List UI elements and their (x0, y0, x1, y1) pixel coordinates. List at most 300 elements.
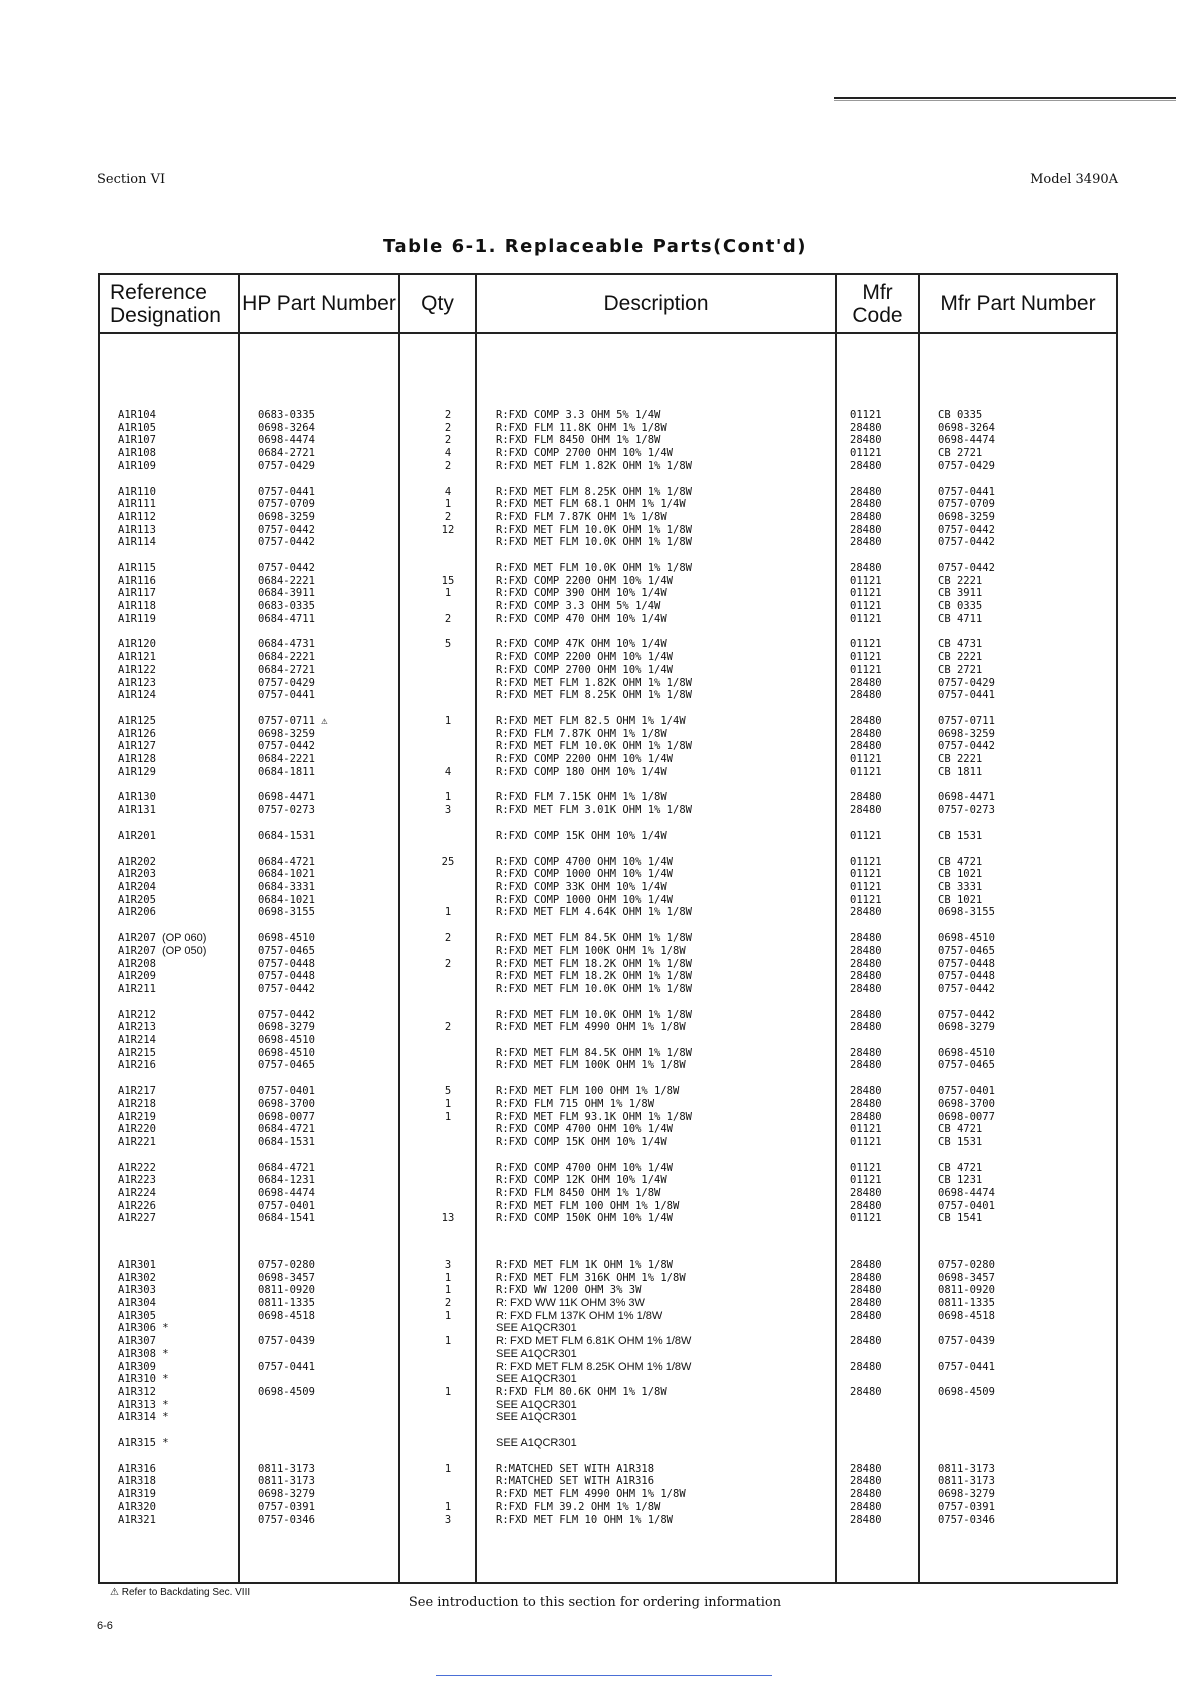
qty-cell (438, 613, 458, 626)
description-cell-text: R:FXD COMP 2200 OHM 10% 1/4W (496, 575, 674, 587)
hp-part-cell-text: 0684-3331 (258, 881, 315, 893)
ref-cell-text: A1R221 (118, 1136, 156, 1148)
mfr-code-cell-text: 28480 (850, 1386, 882, 1398)
description-cell (496, 1386, 667, 1399)
mfr-code-cell (850, 1335, 882, 1348)
ref-cell-text: A1R227 (118, 1212, 156, 1224)
table-row (100, 1085, 1116, 1098)
qty-cell (438, 511, 458, 524)
mfr-code-cell-text: 28480 (850, 1488, 882, 1500)
description-cell (496, 1411, 577, 1424)
mfr-code-cell (850, 932, 882, 945)
ordering-note: See introduction to this section for ordering information (408, 1595, 782, 1610)
description-cell-text: R:FXD FLM 11.8K OHM 1% 1/8W (496, 422, 667, 434)
description-cell-text: R:FXD WW 1200 OHM 3% 3W (496, 1284, 642, 1296)
hp-part-cell-text: 0757-0401 (258, 1085, 315, 1097)
mfr-code-cell (850, 715, 882, 728)
ref-cell-text: A1R301 (118, 1259, 156, 1271)
description-cell (496, 906, 692, 919)
ref-cell-text: A1R316 (118, 1463, 156, 1475)
hp-part-cell-text: 0698-4509 (258, 1386, 315, 1398)
qty-cell-text: 1 (444, 906, 452, 918)
mfr-code-cell-text: 28480 (850, 906, 882, 918)
hp-part-cell-text: 0757-0441 (258, 1361, 315, 1373)
mfr-part-cell-text: CB 2721 (938, 664, 983, 676)
ref-cell-text: A1R127 (118, 740, 156, 752)
mfr-code-cell-text: 01121 (850, 1212, 882, 1224)
ref-cell-text: A1R105 (118, 422, 156, 434)
hp-part-cell-text: 0684-2221 (258, 575, 315, 587)
table-body (100, 334, 1116, 1584)
qty-cell (438, 434, 458, 447)
mfr-code-cell-text: 01121 (850, 575, 882, 587)
qty-cell (438, 1386, 458, 1399)
hp-part-cell-text: 0684-1531 (258, 830, 315, 842)
ref-cell-text: A1R219 (118, 1111, 156, 1123)
table-row (100, 881, 1116, 894)
model-label: Model 3490A (1030, 172, 1118, 187)
mfr-part-cell-text: CB 4711 (938, 613, 983, 625)
qty-cell-text: 25 (441, 856, 455, 868)
hp-part-cell (258, 1123, 315, 1136)
description-cell-text: R:FXD COMP 4700 OHM 10% 1/4W (496, 1123, 674, 1135)
mfr-part-cell-text: 0757-0709 (938, 498, 995, 510)
table-row (100, 1059, 1116, 1072)
ref-cell-text: A1R128 (118, 753, 156, 765)
table-row (100, 664, 1116, 677)
hp-part-cell-text: 0757-0709 (258, 498, 315, 510)
ref-cell (118, 434, 156, 447)
qty-cell (438, 804, 458, 817)
hp-part-cell-text: 0757-0465 (258, 1059, 315, 1071)
description-cell (496, 830, 667, 843)
ref-cell-text: A1R217 (118, 1085, 156, 1097)
hp-part-cell-text: 0757-0442 (258, 562, 315, 574)
mfr-part-cell (938, 409, 982, 422)
mfr-code-cell-text: 28480 (850, 1475, 882, 1487)
table-row (100, 906, 1116, 919)
mfr-part-cell (938, 664, 982, 677)
hp-part-cell-text: 0684-1811 (258, 766, 315, 778)
description-cell (496, 1488, 686, 1501)
mfr-part-cell (938, 868, 982, 881)
ref-cell (118, 1475, 156, 1488)
ref-cell-text: A1R202 (118, 856, 156, 868)
hp-part-cell-text: 0698-3700 (258, 1098, 315, 1110)
mfr-part-cell (938, 447, 982, 460)
hp-part-cell-text: 0698-3264 (258, 422, 315, 434)
description-cell-text: R:FXD FLM 80.6K OHM 1% 1/8W (496, 1386, 667, 1398)
ref-cell (118, 511, 156, 524)
hp-part-cell-text: 0757-0711 ⚠ (258, 715, 328, 727)
mfr-code-cell-text: 28480 (850, 1111, 882, 1123)
hp-part-cell-text: 0684-4711 (258, 613, 315, 625)
mfr-code-cell-text: 28480 (850, 1187, 882, 1199)
hp-part-cell (258, 409, 315, 422)
description-cell-text: R:FXD COMP 15K OHM 10% 1/4W (496, 1136, 667, 1148)
mfr-part-cell-text: 0757-0465 (938, 1059, 995, 1071)
hp-part-cell (258, 715, 328, 728)
mfr-code-cell-text: 28480 (850, 1098, 882, 1110)
mfr-code-cell-text: 28480 (850, 1335, 882, 1347)
mfr-code-cell-text: 01121 (850, 868, 882, 880)
hp-part-cell (258, 1475, 315, 1488)
mfr-part-cell-text: 0698-4510 (938, 932, 995, 944)
description-cell-text: R:FXD MET FLM 84.5K OHM 1% 1/8W (496, 932, 692, 944)
hp-part-cell-text: 0684-1541 (258, 1212, 315, 1224)
ref-cell (118, 1514, 156, 1527)
ref-cell (118, 1059, 156, 1072)
qty-cell-text: 1 (444, 791, 452, 803)
mfr-part-cell-text: 0698-4509 (938, 1386, 995, 1398)
table-row (100, 766, 1116, 779)
description-cell-text: R:FXD COMP 12K OHM 10% 1/4W (496, 1174, 667, 1186)
mfr-part-cell (938, 1284, 995, 1297)
mfr-code-cell (850, 1297, 882, 1310)
table-row (100, 1297, 1116, 1310)
hp-part-cell-text: 0757-0280 (258, 1259, 315, 1271)
description-cell-text: R:FXD FLM 7.15K OHM 1% 1/8W (496, 791, 667, 803)
table-row (100, 1348, 1116, 1361)
table-row (100, 753, 1116, 766)
hp-part-cell (258, 498, 315, 511)
mfr-code-cell (850, 638, 882, 651)
col-header-qty: Qty (421, 292, 454, 315)
description-cell-text: R:FXD MET FLM 10.0K OHM 1% 1/8W (496, 983, 692, 995)
mfr-part-cell-text: 0698-3259 (938, 511, 995, 523)
mfr-part-cell (938, 600, 982, 613)
hp-part-cell (258, 1501, 315, 1514)
description-cell (496, 447, 673, 460)
ref-cell (118, 1488, 156, 1501)
mfr-part-cell (938, 1098, 995, 1111)
ref-cell-text: A1R307 (118, 1335, 156, 1347)
mfr-code-cell-text: 28480 (850, 460, 882, 472)
mfr-code-cell (850, 1475, 882, 1488)
table-row (100, 511, 1116, 524)
hp-part-cell-text: 0698-4474 (258, 434, 315, 446)
hp-part-cell-text: 0757-0401 (258, 1200, 315, 1212)
ref-cell-text: A1R209 (118, 970, 156, 982)
ref-cell-text: A1R126 (118, 728, 156, 740)
description-cell (496, 664, 673, 677)
mfr-part-cell (938, 1488, 995, 1501)
mfr-code-cell (850, 447, 882, 460)
qty-cell-text: 1 (444, 1098, 452, 1110)
description-cell (496, 1021, 686, 1034)
ref-cell-text: A1R226 (118, 1200, 156, 1212)
description-cell (496, 409, 660, 422)
mfr-part-cell-text: 0757-0442 (938, 1009, 995, 1021)
mfr-code-cell (850, 906, 882, 919)
mfr-part-cell-text: 0757-0465 (938, 945, 995, 957)
description-cell-text: R: FXD MET FLM 6.81K OHM 1% 1/8W (496, 1335, 692, 1347)
description-cell-text: R: FXD MET FLM 8.25K OHM 1% 1/8W (496, 1361, 692, 1373)
mfr-code-cell-text: 28480 (850, 562, 882, 574)
ref-cell (118, 1098, 156, 1111)
ref-cell (118, 868, 156, 881)
ref-cell (118, 1297, 156, 1310)
description-cell-text: R:FXD MET FLM 82.5 OHM 1% 1/4W (496, 715, 686, 727)
hp-part-cell-text: 0811-3173 (258, 1475, 315, 1487)
mfr-part-cell-text: 0698-3155 (938, 906, 995, 918)
ref-cell-text: A1R130 (118, 791, 156, 803)
ref-cell (118, 1373, 169, 1386)
mfr-code-cell (850, 1514, 882, 1527)
mfr-part-cell-text: CB 1531 (938, 1136, 983, 1148)
hp-part-cell (258, 1034, 315, 1047)
hp-part-cell (258, 766, 315, 779)
ref-cell-text: A1R110 (118, 486, 156, 498)
ref-cell (118, 906, 156, 919)
ref-cell-text: A1R215 (118, 1047, 156, 1059)
hp-part-cell-text: 0757-0442 (258, 740, 315, 752)
ref-cell (118, 1348, 169, 1361)
description-cell-text: R:FXD COMP 470 OHM 10% 1/4W (496, 613, 667, 625)
mfr-code-cell-text: 01121 (850, 651, 882, 663)
hp-part-cell-text: 0698-3279 (258, 1488, 315, 1500)
mfr-part-cell-text: CB 4721 (938, 1123, 983, 1135)
mfr-code-cell (850, 1187, 882, 1200)
description-cell-text: R:FXD COMP 4700 OHM 10% 1/4W (496, 1162, 674, 1174)
hp-part-cell (258, 1386, 315, 1399)
ref-cell (118, 587, 156, 600)
ref-cell (118, 498, 156, 511)
mfr-part-cell-text: 0698-4471 (938, 791, 995, 803)
description-cell-text: R:FXD COMP 2200 OHM 10% 1/4W (496, 651, 674, 663)
description-cell-text: R:FXD COMP 33K OHM 10% 1/4W (496, 881, 667, 893)
description-cell (496, 498, 686, 511)
description-cell (496, 1475, 654, 1488)
mfr-part-cell (938, 498, 995, 511)
description-cell (496, 1284, 641, 1297)
mfr-code-cell-text: 01121 (850, 409, 882, 421)
mfr-part-cell-text: 0698-4510 (938, 1047, 995, 1059)
ref-cell-text: A1R107 (118, 434, 156, 446)
description-cell-text: R:FXD MET FLM 1K OHM 1% 1/8W (496, 1259, 674, 1271)
mfr-part-cell-text: 0811-3173 (938, 1475, 995, 1487)
description-cell (496, 804, 692, 817)
ref-cell-text: A1R314 * (118, 1411, 169, 1423)
ref-cell (118, 740, 156, 753)
mfr-part-cell (938, 932, 995, 945)
description-cell (496, 1187, 660, 1200)
table-row (100, 1259, 1116, 1272)
mfr-part-cell (938, 587, 982, 600)
table-row (100, 1021, 1116, 1034)
mfr-part-cell-text: 0698-0077 (938, 1111, 995, 1123)
table-row (100, 740, 1116, 753)
hp-part-cell-text: 0757-0429 (258, 460, 315, 472)
table-row (100, 715, 1116, 728)
qty-cell-text: 3 (444, 1514, 452, 1526)
mfr-code-cell (850, 1021, 882, 1034)
table-row (100, 1475, 1116, 1488)
qty-cell-text: 1 (444, 1284, 452, 1296)
mfr-code-cell (850, 1085, 882, 1098)
hp-part-cell-text: 0683-0335 (258, 600, 315, 612)
mfr-code-cell-text: 28480 (850, 970, 882, 982)
mfr-code-cell (850, 1059, 882, 1072)
description-cell (496, 740, 692, 753)
description-cell (496, 970, 692, 983)
qty-cell-text: 12 (441, 524, 455, 536)
description-cell-text: R:FXD COMP 15K OHM 10% 1/4W (496, 830, 667, 842)
table-row (100, 945, 1116, 958)
mfr-part-cell (938, 1187, 995, 1200)
mfr-part-cell-text: 0698-4474 (938, 1187, 995, 1199)
mfr-part-cell-text: 0757-0401 (938, 1085, 995, 1097)
mfr-code-cell-text: 01121 (850, 1162, 882, 1174)
hp-part-cell-text: 0684-3911 (258, 587, 315, 599)
hp-part-cell (258, 1085, 315, 1098)
mfr-part-cell (938, 1123, 982, 1136)
mfr-part-cell-text: 0698-4518 (938, 1310, 995, 1322)
mfr-code-cell-text: 28480 (850, 932, 882, 944)
description-cell (496, 1373, 577, 1386)
ref-cell-text: A1R117 (118, 587, 156, 599)
mfr-code-cell (850, 766, 882, 779)
mfr-part-cell-text: 0757-0429 (938, 460, 995, 472)
hp-part-cell (258, 740, 315, 753)
hp-part-cell (258, 753, 315, 766)
description-cell (496, 753, 673, 766)
mfr-code-cell (850, 613, 882, 626)
hp-part-cell-text: 0811-3173 (258, 1463, 315, 1475)
hp-part-cell-text: 0757-0441 (258, 689, 315, 701)
mfr-part-cell (938, 983, 995, 996)
ref-cell-text: A1R120 (118, 638, 156, 650)
hp-part-cell (258, 1098, 315, 1111)
mfr-code-cell (850, 460, 882, 473)
ref-cell (118, 983, 156, 996)
mfr-part-cell-text: CB 1231 (938, 1174, 983, 1186)
mfr-part-cell (938, 1085, 995, 1098)
ref-cell-text: A1R113 (118, 524, 156, 536)
mfr-part-cell-text: CB 4721 (938, 1162, 983, 1174)
description-cell-text: SEE A1QCR301 (496, 1373, 577, 1385)
mfr-code-cell-text: 01121 (850, 447, 882, 459)
qty-cell-text: 5 (444, 638, 452, 650)
table-row (100, 1187, 1116, 1200)
ref-cell-text: A1R214 (118, 1034, 156, 1046)
mfr-code-cell-text: 28480 (850, 1009, 882, 1021)
table-row (100, 983, 1116, 996)
description-cell-text: R:FXD MET FLM 68.1 OHM 1% 1/4W (496, 498, 686, 510)
table-row (100, 1514, 1116, 1527)
mfr-part-cell-text: 0757-0439 (938, 1335, 995, 1347)
mfr-code-cell-text: 01121 (850, 830, 882, 842)
ref-cell (118, 830, 156, 843)
ref-cell (118, 1174, 156, 1187)
description-cell (496, 638, 667, 651)
ref-cell-text: A1R129 (118, 766, 156, 778)
hp-part-cell (258, 1187, 315, 1200)
description-cell-text: R:FXD MET FLM 93.1K OHM 1% 1/8W (496, 1111, 692, 1123)
description-cell-text: R:FXD COMP 150K OHM 10% 1/4W (496, 1212, 674, 1224)
mfr-part-cell (938, 1059, 995, 1072)
description-cell-text: R:FXD MET FLM 10.0K OHM 1% 1/8W (496, 562, 692, 574)
mfr-code-cell (850, 791, 882, 804)
description-cell (496, 536, 692, 549)
table-row (100, 1098, 1116, 1111)
hp-part-cell (258, 1174, 315, 1187)
qty-cell (438, 447, 458, 460)
hp-part-cell-text: 0684-4731 (258, 638, 315, 650)
mfr-code-cell-text: 28480 (850, 511, 882, 523)
mfr-part-cell-text: 0757-0442 (938, 536, 995, 548)
hp-part-cell-text: 0684-1231 (258, 1174, 315, 1186)
description-cell-text: R:FXD MET FLM 4.64K OHM 1% 1/8W (496, 906, 692, 918)
description-cell (496, 1259, 673, 1272)
mfr-part-cell-text: CB 2221 (938, 651, 983, 663)
mfr-code-cell-text: 01121 (850, 613, 882, 625)
ref-cell-text: A1R212 (118, 1009, 156, 1021)
mfr-part-cell-text: CB 4731 (938, 638, 983, 650)
bottom-rule (436, 1675, 772, 1676)
hp-part-cell (258, 1335, 315, 1348)
qty-cell (438, 498, 458, 511)
hp-part-cell-text: 0684-1021 (258, 868, 315, 880)
ref-cell-text: A1R302 (118, 1272, 156, 1284)
hp-part-cell-text: 0698-0077 (258, 1111, 315, 1123)
description-cell (496, 1136, 667, 1149)
mfr-code-cell-text: 01121 (850, 1174, 882, 1186)
qty-cell-text: 1 (444, 1272, 452, 1284)
qty-cell-text: 3 (444, 1259, 452, 1271)
mfr-part-cell-text: 0698-3279 (938, 1488, 995, 1500)
description-cell (496, 587, 667, 600)
qty-cell-text: 1 (444, 1463, 452, 1475)
description-cell (496, 715, 686, 728)
qty-cell (438, 1098, 458, 1111)
table-row (100, 830, 1116, 843)
description-cell-text: R:FXD COMP 2700 OHM 10% 1/4W (496, 664, 674, 676)
description-cell-text: R:FXD MET FLM 100K OHM 1% 1/8W (496, 945, 686, 957)
qty-cell (438, 906, 458, 919)
mfr-part-cell-text: CB 2721 (938, 447, 983, 459)
mfr-code-cell (850, 1123, 882, 1136)
ref-cell (118, 1034, 156, 1047)
description-cell (496, 1098, 654, 1111)
qty-cell (438, 1335, 458, 1348)
mfr-code-cell (850, 1386, 882, 1399)
mfr-code-cell (850, 753, 882, 766)
description-cell-text: R:FXD MET FLM 10.0K OHM 1% 1/8W (496, 1009, 692, 1021)
ref-cell-text: A1R321 (118, 1514, 156, 1526)
qty-cell (438, 1514, 458, 1527)
mfr-code-cell-text: 28480 (850, 689, 882, 701)
mfr-code-cell-text: 01121 (850, 766, 882, 778)
ref-cell (118, 1322, 169, 1335)
table-row (100, 1373, 1116, 1386)
hp-part-cell (258, 1136, 315, 1149)
hp-part-cell-text: 0698-4510 (258, 1047, 315, 1059)
mfr-code-cell-text: 28480 (850, 728, 882, 740)
hp-part-cell (258, 1297, 315, 1310)
table-row (100, 1123, 1116, 1136)
table-row (100, 1335, 1116, 1348)
col-header-hp-part: HP Part Number (242, 292, 396, 315)
mfr-code-cell-text: 01121 (850, 638, 882, 650)
qty-cell-text: 2 (444, 613, 452, 625)
table-row (100, 638, 1116, 651)
table-row (100, 409, 1116, 422)
mfr-code-cell-text: 01121 (850, 587, 882, 599)
description-cell (496, 434, 660, 447)
ref-cell-text: A1R306 * (118, 1322, 169, 1334)
hp-part-cell-text: 0811-0920 (258, 1284, 315, 1296)
